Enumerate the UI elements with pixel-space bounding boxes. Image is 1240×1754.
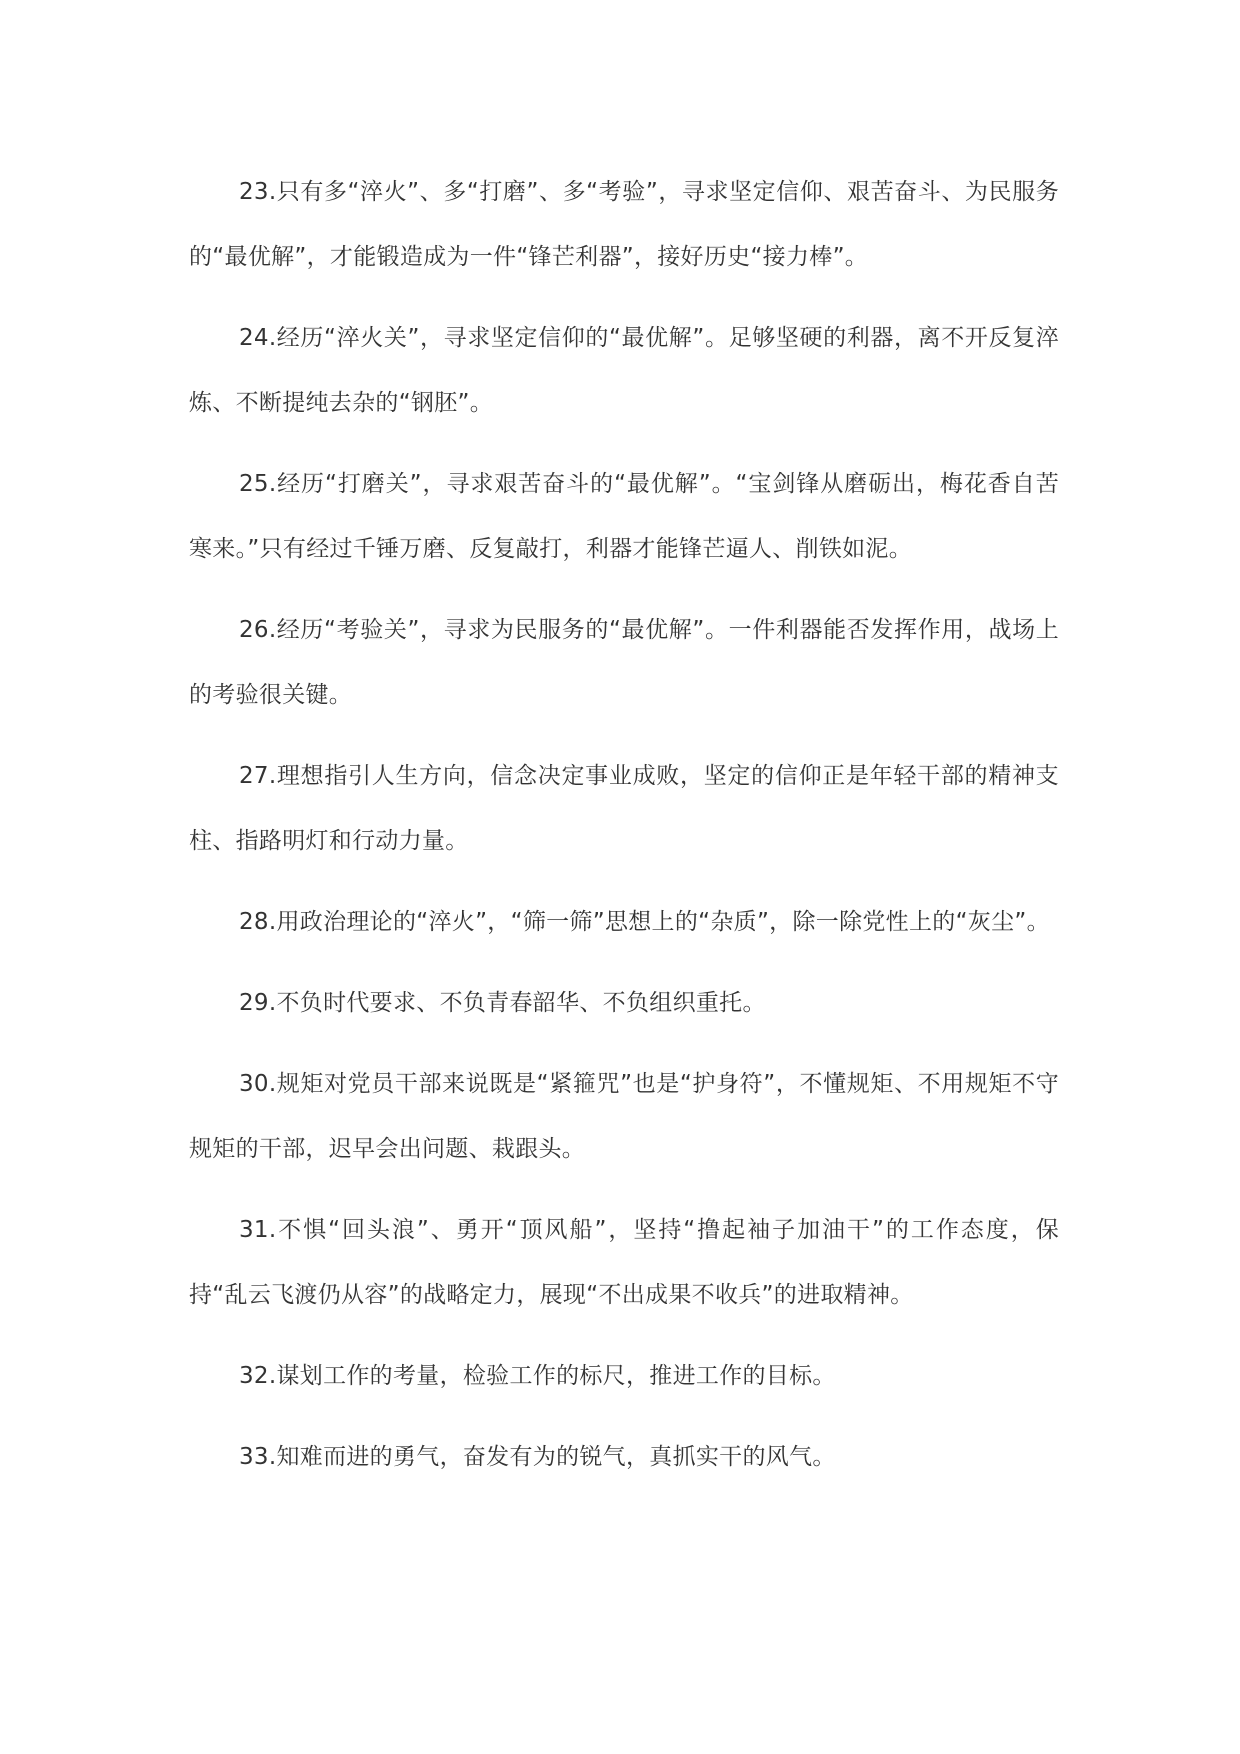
paragraph-23: 23.只有多“淬火”、多“打磨”、多“考验”，寻求坚定信仰、艰苦奋斗、为民服务的“最优解”，才能锻造成为一件“锋芒利器”，接好历史“接力棒”。	[189, 179, 1059, 270]
paragraph-26: 26.经历“考验关”，寻求为民服务的“最优解”。一件利器能否发挥作用，战场上的考验很关键。	[189, 617, 1059, 708]
paragraph-30: 30.规矩对党员干部来说既是“紧箍咒”也是“护身符”，不懂规矩、不用规矩不守规矩的干部，迟早会出问题、栽跟头。	[189, 1071, 1059, 1162]
paragraph-32: 32.谋划工作的考量，检验工作的标尺，推进工作的目标。	[239, 1363, 836, 1389]
paragraph-24: 24.经历“淬火关”，寻求坚定信仰的“最优解”。足够坚硬的利器，离不开反复淬炼、不断提纯去杂的“钢胚”。	[189, 325, 1059, 416]
paragraph-31: 31.不惧“回头浪”、勇开“顶风船”，坚持“撸起袖子加油干”的工作态度，保持“乱云飞渡仍从容”的战略定力，展现“不出成果不收兵”的进取精神。	[189, 1217, 1059, 1308]
paragraph-28: 28.用政治理论的“淬火”，“筛一筛”思想上的“杂质”，除一除党性上的“灰尘”。	[239, 909, 1050, 935]
paragraph-29: 29.不负时代要求、不负青春韶华、不负组织重托。	[239, 990, 766, 1016]
document-page	[189, 160, 1059, 1506]
paragraph-25: 25.经历“打磨关”，寻求艰苦奋斗的“最优解”。“宝剑锋从磨砺出，梅花香自苦寒来。”只有经过千锤万磨、反复敲打，利器才能锋芒逼人、削铁如泥。	[189, 471, 1059, 562]
paragraph-27: 27.理想指引人生方向，信念决定事业成败，坚定的信仰正是年轻干部的精神支柱、指路明灯和行动力量。	[189, 763, 1059, 854]
paragraph-33: 33.知难而进的勇气，奋发有为的锐气，真抓实干的风气。	[239, 1444, 836, 1470]
